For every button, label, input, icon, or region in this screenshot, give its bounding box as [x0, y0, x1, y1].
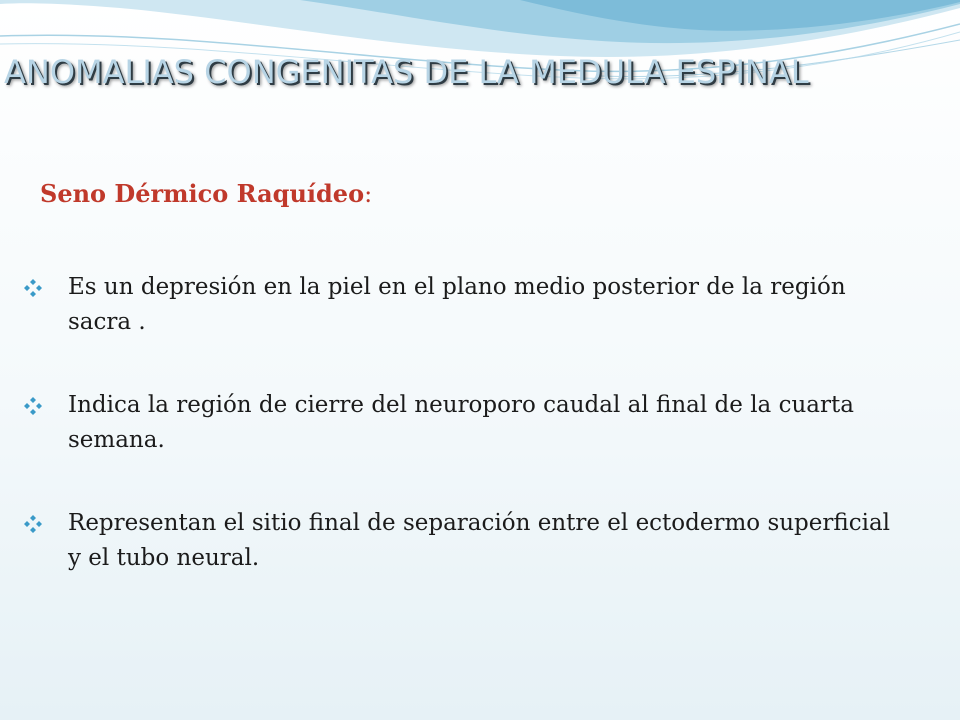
- diamond-bullet-icon: [24, 515, 42, 533]
- diamond-bullet-icon: [24, 397, 42, 415]
- slide-subtitle: [40, 178, 372, 210]
- subtitle-text: Seno Dérmico Raquídeo: [40, 179, 365, 208]
- bullet-item: [24, 506, 904, 576]
- diamond-bullet-icon: [24, 279, 42, 297]
- bullet-item: [24, 388, 904, 458]
- bullet-list: [24, 270, 904, 624]
- bullet-text: Indica la región de cierre del neuroporo caudal al final de la cuarta semana.: [68, 392, 854, 453]
- bullet-text: Representan el sitio final de separación entre el ectodermo superficial y el tubo neural.: [68, 510, 891, 571]
- bullet-text: Es un depresión en la piel en el plano medio posterior de la región sacra .: [68, 274, 846, 335]
- bullet-item: [24, 270, 904, 340]
- slide-title: ANOMALIAS CONGENITAS DE LA MEDULA ESPINAL: [4, 53, 809, 91]
- subtitle-colon: :: [364, 180, 373, 208]
